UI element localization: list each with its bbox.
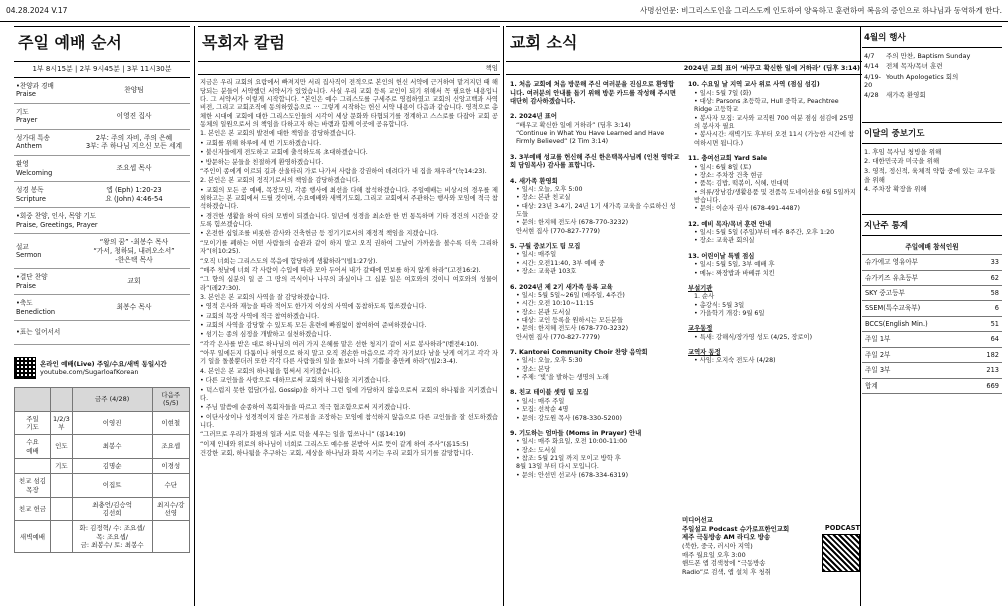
news-line: • 장소: 본당 xyxy=(516,365,551,373)
news-line: • 시간: 오전 10:10~11:15 xyxy=(516,300,594,308)
duty-header: 다음주 (5/5) xyxy=(152,388,189,412)
podcast-box xyxy=(682,516,862,576)
news-line: • 대상: Parsons 초등학교, Hull 중학교, Peachtree Ridge 고등학교 xyxy=(694,98,839,114)
stats-key: 슈가키즈 유초등부 xyxy=(862,270,972,285)
news-line: • 일시: 매주 주일 xyxy=(516,397,565,405)
duty-header: 금주 (4/28) xyxy=(72,388,152,412)
news-line: • 봉사자 모집: 교사와 교직원 700 여분 점심 섬김에 25명의 봉사자 필요 xyxy=(694,114,854,131)
news-line: • 참조: 5월 21일 까지 모이고 방학 후 xyxy=(516,454,621,462)
prayer-title: 이달의 중보기도 xyxy=(862,122,1002,144)
news-line: • 특새: 강해식/장가영 성도 (4/25, 장로이) xyxy=(694,333,813,341)
prayer-item: 1. 후임 목사님 청빙을 위해 xyxy=(864,148,942,157)
news-line: • 문의: 강도원 목사 (678-330-5200) xyxy=(516,414,622,422)
news-line: 안서현 집사 (770-827-7779) xyxy=(516,227,600,235)
order-row xyxy=(14,156,190,182)
duty-cell: 친교 섬김 목장 xyxy=(15,474,51,498)
duty-cell: 1/2/3 부 xyxy=(50,411,72,435)
stats-key: 슈가에고 영유아부 xyxy=(862,255,972,270)
qr-code-icon xyxy=(14,357,36,379)
news-line: • 일시: 5월 5일~26일 (매주일, 4주간) xyxy=(516,291,625,299)
news-item xyxy=(510,154,680,171)
news-line: • 일시: 5월 5일, 3부 예배 후 xyxy=(694,261,775,269)
duty-cell: 주일 기도 xyxy=(15,411,51,435)
news-line: • 문의: 안선민 선교사 (678-334-6319) xyxy=(516,471,629,479)
schedule-date: 4/7 xyxy=(864,51,875,60)
duty-cell: 최봉수 xyxy=(72,435,152,459)
news-line: • 일시: 5월 7일 (화) xyxy=(694,89,752,97)
order-label: 설교 Sermon xyxy=(16,242,42,260)
duty-cell: 조요셉 xyxy=(152,435,189,459)
podcast-line: 제주 극동방송 AM 라디오 방송 xyxy=(682,533,771,542)
news-heading: 12. 예비 목자/목녀 훈련 안내 xyxy=(688,220,772,228)
stats-header: 주일예배 참석인원 xyxy=(862,240,1002,255)
news-item xyxy=(688,285,858,318)
duty-header xyxy=(50,388,72,412)
news-heading: 교우동정 xyxy=(688,325,713,333)
online-label: 온라인 예배(Live) 주일/수요/새벽 동일시간 xyxy=(40,359,167,368)
online-url[interactable]: youtube.com/SugarloafKorean xyxy=(40,368,139,377)
news-title: 교회 소식 xyxy=(506,26,862,62)
podcast-line: (북한, 중국, 러시아 지역) xyxy=(682,541,753,550)
news-line: • 문의: 한지혜 전도사 (678-770-3232) xyxy=(516,219,629,227)
column-paragraph: • 불신자들에게 전도하고 교회에 출석하도록 초대하겠습니다. xyxy=(200,149,368,157)
order-label: 기도 Prayer xyxy=(16,107,38,125)
column-paragraph: • 교회의 목장 사역에 적극 참여하겠습니다. xyxy=(200,312,320,320)
news-left xyxy=(510,81,680,487)
pastor-column xyxy=(198,26,500,606)
duty-cell: 최충언/김승억 김선희 xyxy=(72,497,152,521)
schedule-event: 주의 만찬, Baptism Sunday xyxy=(886,51,971,60)
order-label: •축도 Benediction xyxy=(16,299,56,316)
duty-cell: 이현철 xyxy=(152,411,189,435)
news-line: • 메뉴: 짜장밥과 바베큐 치킨 xyxy=(694,269,775,277)
stats-key: BCCS(English Min.) xyxy=(862,316,972,331)
news-item xyxy=(510,113,680,146)
news-heading: 6. 2024년 제 2기 새가족 등록 교육 xyxy=(510,283,613,291)
column-paragraph: • 교회를 위해 하루에 세 번 기도하겠습니다. xyxy=(200,139,322,147)
news-heading: 교역자 동정 xyxy=(688,349,721,357)
schedule-date: 4/19-20 xyxy=(864,72,881,89)
version-label: 04.28.2024 V.17 xyxy=(6,6,68,15)
duty-cell xyxy=(152,521,189,553)
news-heading: 13. 어린이날 특별 점심 xyxy=(688,252,755,260)
order-value: “왕의 꿈” -최봉수 목사 “가서, 청하되, 내려오소서” -한은택 목사 xyxy=(93,238,175,264)
column-paragraph: “각각 은사를 받은 대로 하나님의 여러 가지 은혜를 맡은 선한 청지기 같이 서로 봉사하라”(벧전4:10). xyxy=(200,340,479,348)
duty-cell: 이집트 xyxy=(72,474,152,498)
column-paragraph: “주인이 종에게 이르되 길과 산울타리 가로 나가서 사람을 강권하여 데려다가 내 집을 채우라”(눅14:23). xyxy=(200,167,487,175)
stats-value: 62 xyxy=(972,270,1002,285)
news-line: • 일시: 6월 8일 (토) xyxy=(694,163,752,171)
column-paragraph: “그 향의 십분의 일 곧 그 땅의 곡식이나 나무의 과실이나 그 십분 일은 여호와의 것이니 여호와의 성물이라”(레27:30). xyxy=(200,276,498,292)
column-paragraph: • 섬기는 종의 심정을 개발하고 실천하겠습니다. xyxy=(200,331,332,339)
duty-cell: 인도 xyxy=(50,435,72,459)
order-row xyxy=(14,321,190,345)
duty-cell xyxy=(50,497,72,521)
news-line: • 장소: 주차장 건축 현금 xyxy=(694,171,763,179)
order-label: 성경 봉독 Scripture xyxy=(16,186,46,203)
stats-value: 58 xyxy=(972,285,1002,300)
order-label: •찬양과 경배 Praise xyxy=(16,81,54,99)
news-line: • 일시: 매주 화요일, 오전 10:00-11:00 xyxy=(516,438,628,446)
news-line: 안서현 집사 (770-827-7779) xyxy=(516,333,600,341)
news-right xyxy=(688,81,858,487)
worship-order-column xyxy=(14,26,190,606)
order-label: •결단 찬양 Praise xyxy=(16,273,48,290)
news-item xyxy=(688,325,858,342)
news-line: • 모집: 선착순 4명 xyxy=(516,406,569,414)
news-item xyxy=(688,81,858,148)
service-times: 1부 8시15분 | 2부 9시45분 | 3부 11시30분 xyxy=(14,62,190,78)
order-row xyxy=(14,269,190,295)
news-line: • 장소: 교육관 103호 xyxy=(516,268,577,276)
news-line: • 일시: 매주일 xyxy=(516,251,557,259)
schedule-event: Youth Apologetics 회의 xyxy=(886,72,959,81)
news-heading: 8. 친교 테이블 셋팅 팀 모집 xyxy=(510,389,589,397)
news-line: • 장소: 본관 도서실 xyxy=(516,308,571,316)
news-line: 8월 13일 부터 다시 모입니다. xyxy=(516,463,599,471)
news-item xyxy=(688,155,858,214)
stats-value: 182 xyxy=(972,347,1002,362)
podcast-line: 주일설교 Podcast 슈가로프한인교회 xyxy=(682,524,790,533)
news-line: • 장소: 본관 친교실 xyxy=(516,194,571,202)
column-paragraph: • 교회의 모든 공 예배, 목장모임, 각종 행사에 최선을 다해 참석하겠습니다. 주일예배는 비상시의 경우를 제외하고는 본 교회에서 드릴 것이며, 수요예배와 새벽기도회, 그리고 교회에서 주관하는 행사와 모임에 적극 참석하겠습니다. xyxy=(200,186,498,211)
column-paragraph: • 주님 말씀에 순종하여 목회자들을 따르고 적극 협조함으로써 지키겠습니다. xyxy=(200,404,411,412)
column-paragraph: 3. 본인은 본 교회의 사역을 잘 감당하겠습니다. xyxy=(200,293,330,301)
news-heading: 11. 충여선교회 Yard Sale xyxy=(688,155,768,163)
order-row xyxy=(14,208,190,234)
stats-value: 213 xyxy=(972,363,1002,378)
duty-cell: 김명순 xyxy=(72,458,152,473)
duty-cell: 이경성 xyxy=(152,458,189,473)
order-value: 엡 (Eph) 1:20-23 요 (John) 4:46-54 xyxy=(105,185,163,203)
schedule-date: 4/28 xyxy=(864,91,879,100)
column-paragraph: 지금은 우리 교회의 요람에서 빠져지만 서리 집사직이 전적으로 본인의 헌신 서약에 근거하여 맡겨지던 때 해당되는 분들이 서약했던 서약서가 있었습니다. 사실 우리 교회 등록 교인이 되기 위해서 꼭 필요한 내용입니다. 그 서약서가 이렇게 시작합니다. “본인은 예수 그리스도를 구세주로 영접하였고 교회의 신앙고백과 사역비전, 그리고 교회조직에 동의하였음으로 ··· 그렇게 시작하는 헌신 서약 내용이 다음과 같습니다. 영적으로 총체한 시대에 교회에 대한 그리스도인들의 시각이 세상 문화와 타협되기를 경계하고 스스로를 다잡아 교회 공동체의 일원으로서 의 책임을 다하고자 하는 바램과 함께 이곳에 공유합니다. xyxy=(200,79,498,129)
column-paragraph: • 경건한 생활을 하여 타의 모범이 되겠습니다. 일년에 성경을 최소한 한 번 통독하며 기타 경건의 시간을 갖도록 힘쓰겠습니다. xyxy=(200,212,498,229)
order-row xyxy=(14,182,190,208)
news-item xyxy=(510,389,680,422)
stats-title: 지난주 통계 xyxy=(862,214,1002,236)
news-line: • 의류/장남감/생활용품 및 전품목 도네이션을 6월 5일까지 받습니다. xyxy=(694,188,856,204)
column-paragraph: • 방문하는 분들을 친절하게 환영하겠습니다. xyxy=(200,158,324,166)
mission-statement: 사명선언문: 비그리스도인을 그리스도께 인도하여 양육하고 훈련하여 복음의 증인으로 하나님과 동역하게 한다. xyxy=(639,6,1002,15)
news-item xyxy=(510,430,680,480)
column-paragraph: • 온전한 십일조를 비롯한 감사와 건축헌금 등 정기기로서의 재정적 책임을 지겠습니다. xyxy=(200,230,439,238)
stats-key: 주일 1부 xyxy=(862,332,972,347)
podcast-label: PODCAST xyxy=(824,524,860,532)
duty-table xyxy=(14,387,190,553)
stats-key: 주일 3부 xyxy=(862,363,972,378)
order-row xyxy=(14,104,190,130)
news-item xyxy=(510,349,680,382)
stats-key: 합계 xyxy=(862,378,972,393)
news-line: • 문의: 이순자 권사 (678-491-4487) xyxy=(694,205,800,213)
column-paragraph: “모이기를 폐하는 어떤 사람들의 습관과 같이 하지 말고 오직 권하여 그날이 가까움을 볼수록 더욱 그리하자”(히10:25). xyxy=(200,239,498,256)
news-line: • 품목: 김밥, 떡볶이, 식혜, 빈대떡 xyxy=(694,180,789,188)
news-item xyxy=(688,221,858,246)
order-row xyxy=(14,78,190,104)
duty-cell: 새벽예배 xyxy=(15,521,51,553)
order-label: 성가대 특송 Anthem xyxy=(16,133,50,151)
news-item xyxy=(510,284,680,343)
duty-cell xyxy=(50,474,72,498)
column-paragraph: 2. 본인은 본 교회의 정직기로서의 책임을 감당하겠습니다. xyxy=(200,177,360,185)
column-title: 목회자 칼럼 xyxy=(198,26,500,62)
news-heading: 부설기관 xyxy=(688,284,713,292)
news-line: • 가을학기 개강: 9월 6일 xyxy=(694,309,765,317)
duty-header xyxy=(15,388,51,412)
order-value: 조요셉 목사 xyxy=(116,164,152,173)
schedule-title: 4월의 행사 xyxy=(862,26,1002,48)
schedule-event: 전체 목자/목녀 훈련 xyxy=(886,62,943,71)
news-heading: 9. 기도하는 엄마들 (Moms in Prayer) 안내 xyxy=(510,429,642,437)
stats-value: 51 xyxy=(972,316,1002,331)
church-news-column xyxy=(506,26,862,606)
news-line: • 대상: 23년 3-4기, 24년 1기 새가족 교육을 수료하신 성도들 xyxy=(516,202,676,218)
order-value: 최봉수 목사 xyxy=(116,303,152,312)
schedule-row xyxy=(862,72,1002,91)
news-line: • 주제: ‘빛’을 발하는 생명의 노래 xyxy=(516,374,609,382)
news-item xyxy=(510,243,680,276)
duty-cell: 최지수/강선영 xyxy=(152,497,189,521)
duty-cell: 이영진 xyxy=(72,411,152,435)
news-heading: 5. 구월 중보기도 팀 모집 xyxy=(510,243,581,251)
stats-key: 주일 2부 xyxy=(862,347,972,362)
schedule-row xyxy=(862,51,1002,61)
podcast-line: 핸드폰 앱 검색창에 “극동방송 xyxy=(682,559,766,568)
side-column xyxy=(862,26,1002,606)
stats-value: 669 xyxy=(972,378,1002,393)
news-heading: 3. 3부예배 성교를 헌신해 주신 한은택목사님께 (인천 영락교회 담임목사) 감사를 표합니다. xyxy=(510,153,680,170)
column-paragraph: “아무 일에든지 다툼이나 허영으로 하지 말고 오직 겸손한 마음으로 각각 자기보다 남을 낫게 여기고 각각 자기 일을 돌볼뿐더러 또한 각각 다른 사람들의 일을 돌보아 나의 기쁨을 충만케 하라”(빌2:3-4). xyxy=(200,350,498,366)
top-bar xyxy=(0,0,1008,22)
news-item xyxy=(688,349,858,366)
prayer-item: 2. 대한민국과 미국을 위해 xyxy=(864,157,940,166)
column-paragraph: • 다른 교인들을 사랑으로 대하므로써 교회의 하나됨을 지키겠습니다. xyxy=(200,377,391,385)
column-body xyxy=(198,75,500,458)
news-line: • 봉사시간: 새벽기도 후부터 오전 11시 (가능한 시간에 참여하시면 됩니다.) xyxy=(694,131,855,147)
news-line: “Continue in What You Have Learned and Have Firmly Believed” (2 Tim 3:14) xyxy=(516,130,665,146)
column-paragraph: • 교회의 사역을 감당할 수 있도록 모든 훈련에 빠짐없이 참여하여 준비하겠습니다. xyxy=(200,322,427,330)
news-item xyxy=(688,253,858,278)
news-heading: 1. 처음 교회에 처음 방문해 주신 여러분을 진심으로 환영합니다. 여러분의 안내를 돕기 위해 방문 카드를 작성해 주시면 대단히 감사하겠습니다. xyxy=(510,81,676,106)
duty-cell xyxy=(15,458,51,473)
news-heading: 7. Kantorei Community Choir 찬양 음악회 xyxy=(510,349,648,357)
prayer-list xyxy=(862,144,1002,197)
news-line: • 문의: 한지혜 전도사 (678-770-3232) xyxy=(516,325,629,333)
podcast-qr-icon xyxy=(822,534,860,572)
news-line: 1. 순사 xyxy=(694,293,715,301)
duty-cell: 기도 xyxy=(50,458,72,473)
schedule-date: 4/14 xyxy=(864,62,879,71)
worship-title: 주일 예배 순서 xyxy=(14,26,190,62)
schedule-event: 새가족 환영회 xyxy=(886,91,926,100)
news-line: • 대상: 교인 등록을 원하시는 모든분들 xyxy=(516,316,624,324)
order-label: •회중 찬양, 인사, 목양 기도 Praise, Greetings, Prayer xyxy=(16,212,98,229)
order-value: 2부: 주의 자비, 주의 은혜 3부: 주 하나님 지으신 모든 세계 xyxy=(85,133,183,151)
news-heading: 2. 2024년 표어 xyxy=(510,113,557,121)
column-paragraph: “그러므로 우리가 화평의 일과 서로 덕을 세우는 일을 힘쓰나니” (롬14:19) xyxy=(200,431,406,439)
column-paragraph: • 덕스럽지 못한 험담(가십, Gossip)을 하거나 그런 일에 가담하지 않음으로써 교회의 하나됨을 지키겠습니다. xyxy=(200,386,498,402)
order-label: 환영 Welcoming xyxy=(16,160,53,177)
duty-cell: 화: 김정혁/ 수: 조요셉/ 목: 조요셉/ 금: 최봉수/ 토: 최봉수 xyxy=(72,521,152,553)
duty-cell: 친교 헌금 xyxy=(15,497,51,521)
order-row xyxy=(14,234,190,269)
stats-table xyxy=(862,240,1002,394)
order-row xyxy=(14,130,190,156)
news-item xyxy=(510,81,680,106)
news-line: • 시간: 오전11:40, 3부 예배 중 xyxy=(516,259,605,267)
column-paragraph: • 이단사상이나 성경적이지 않은 가르침을 조장하는 모임에 참석하지 않음으로 다른 교인들을 잘 선도하겠습니다. xyxy=(200,413,498,429)
order-label: •표는 일어서서 xyxy=(16,328,61,337)
podcast-line: 매주 월요일 오후 3:00 xyxy=(682,550,746,559)
news-item xyxy=(510,178,680,237)
column-byline: 책임 xyxy=(485,64,498,72)
prayer-item: 3. 영적, 정신적, 육체적 약함 중에 있는 교우들을 위해 xyxy=(864,166,996,184)
column-paragraph: 4. 본인은 본 교회의 하나됨을 힘써서 지키겠습니다. xyxy=(200,367,342,375)
column-paragraph: • 영적 은사와 재능을 따라 적어도 한가지 이상의 사역에 동참하도록 힘쓰겠습니다. xyxy=(200,303,427,311)
stats-key: SKY 중고등부 xyxy=(862,285,972,300)
podcast-heading: 미디어선교 xyxy=(682,516,713,524)
news-line: • 장소: 교육관 회의실 xyxy=(694,237,755,245)
order-list xyxy=(14,78,190,345)
duty-cell: 수단 xyxy=(152,474,189,498)
column-paragraph: “매주 첫날에 너희 각 사람이 수입에 따라 모아 두어서 내가 갈때에 연보를 하지 않게 하라”(고전16:2). xyxy=(200,266,481,274)
stats-key: SSEM(특수교육부) xyxy=(862,301,972,316)
stats-value: 64 xyxy=(972,332,1002,347)
news-line: • 총강식: 5월 3일 xyxy=(694,301,745,309)
order-value: 교회 xyxy=(127,277,141,286)
duty-cell xyxy=(50,521,72,553)
online-worship xyxy=(14,357,190,379)
order-row xyxy=(14,295,190,321)
news-heading: 4. 새가족 환영회 xyxy=(510,177,558,185)
order-value: 찬양팀 xyxy=(124,86,144,95)
podcast-line: Radio”로 검색, 앱 설치 후 청취 xyxy=(682,567,771,576)
schedule-row xyxy=(862,90,1002,100)
news-line: • 일시: 오늘, 오후 5:00 xyxy=(516,185,583,193)
prayer-item: 4. 주차장 확장을 위해 xyxy=(864,184,927,193)
column-paragraph: “오직 너희는 그리스도의 복음에 합당하게 생활하라”(빌1:27상). xyxy=(200,257,378,265)
column-paragraph: 1. 본인은 본 교회의 발전에 대한 책임을 감당하겠습니다. xyxy=(200,130,356,138)
news-line: “배우고 확신한 일에 거하라” (딤후 3:14) xyxy=(516,121,631,129)
column-paragraph: 건강한 교회, 하나됨을 추구하는 교회, 세상을 하나님과 화목 시키는 우리 교회가 되기를 갈망합니다. xyxy=(200,450,474,458)
news-line: • 장소: 도서실 xyxy=(516,446,557,454)
news-line: • 일시: 오늘, 오후 5:30 xyxy=(516,357,583,365)
stats-value: 33 xyxy=(972,255,1002,270)
order-value: 이영진 집사 xyxy=(116,111,152,120)
news-line: • 사임: 오지숙 전도사 (4/28) xyxy=(694,357,776,365)
stats-value: 6 xyxy=(972,301,1002,316)
column-paragraph: “이제 인내와 위로의 하나님이 너희로 그리스도 예수를 본받아 서로 뜻이 같게 하여 주사”(롬15:5) xyxy=(200,440,469,448)
duty-cell: 수요 예배 xyxy=(15,435,51,459)
news-heading: 10. 수요일 날 지역 교사 위로 사역 (점심 섬김) xyxy=(688,81,820,89)
news-line: • 일시: 5월 5일 (주일)부터 매주 8주간, 오후 1:20 xyxy=(694,229,835,237)
schedule-row xyxy=(862,61,1002,71)
year-motto: 2024년 교회 표어 ‘바꾸고 확신한 일에 거하라’ (딤후 3:14) xyxy=(683,64,860,72)
